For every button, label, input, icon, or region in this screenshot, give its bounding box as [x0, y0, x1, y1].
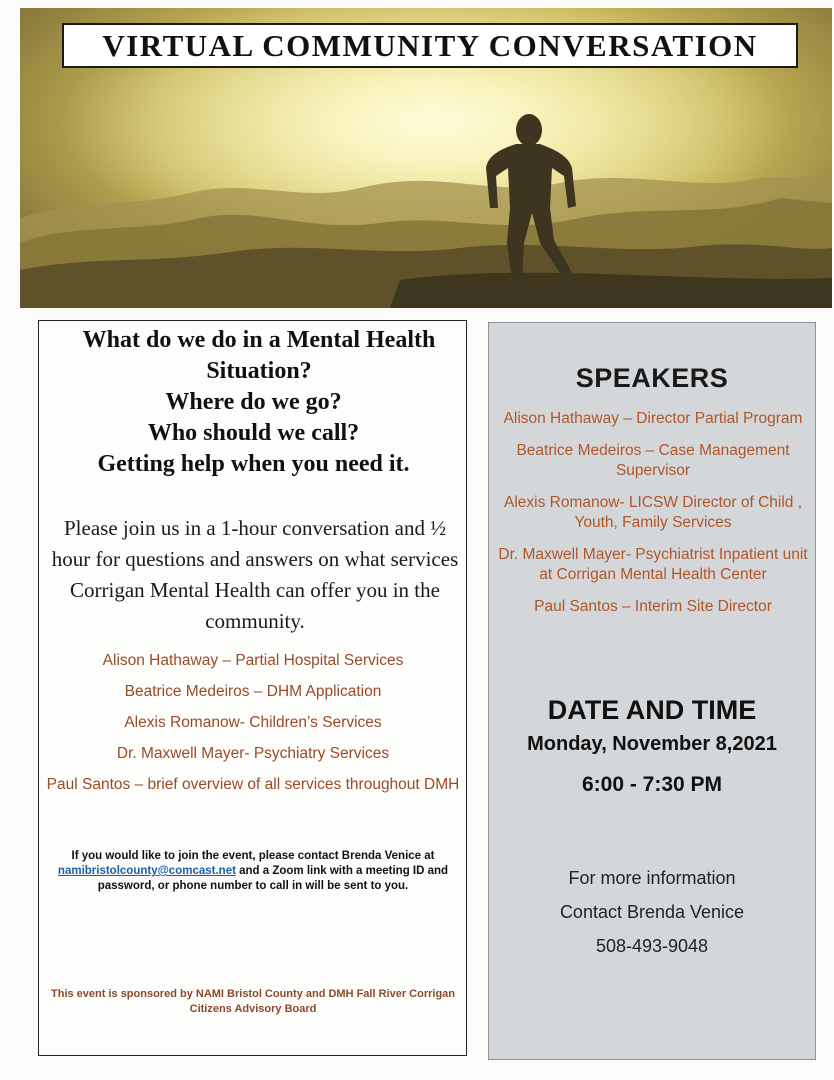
speakers-list [497, 409, 809, 629]
speaker-item: Beatrice Medeiros – Case Management Supervisor [516, 442, 790, 479]
speakers-heading: SPEAKERS [575, 363, 729, 393]
speaker-item: Dr. Maxwell Mayer- Psychiatrist Inpatient unit at Corrigan Mental Health Center [498, 546, 808, 583]
contact-instructions [43, 849, 463, 894]
topic-name: Paul Santos [46, 776, 131, 793]
topic-item [43, 744, 463, 764]
topic-item [43, 651, 463, 671]
topic-name: Alison Hathaway [102, 652, 219, 669]
topic-separator: – [130, 776, 148, 793]
topic-name: Alexis Romanow [124, 714, 240, 731]
question-4: Getting help when you need it. [97, 451, 410, 477]
topic-description: DHM Application [266, 683, 382, 700]
more-info [489, 861, 815, 963]
date-time-heading: DATE AND TIME [547, 695, 757, 725]
speaker-item: Alison Hathaway – Director Partial Program [503, 410, 803, 427]
topics-list [43, 651, 463, 806]
topic-separator: – [218, 652, 236, 669]
topic-item [43, 682, 463, 702]
contact-text-before: If you would like to join the event, please contact Brenda Venice at [71, 850, 435, 862]
topic-description: brief overview of all services throughout DMH [147, 776, 460, 793]
question-2: Where do we go? [165, 389, 342, 415]
more-info-line: For more information [568, 868, 736, 888]
topic-description: Psychiatry Services [253, 745, 390, 762]
topic-description: Children’s Services [249, 714, 382, 731]
event-date: Monday, November 8,2021 [527, 733, 777, 755]
topic-separator: – [249, 683, 267, 700]
topic-item [43, 713, 463, 733]
question-3: Who should we call? [147, 420, 360, 446]
topic-item [43, 775, 463, 795]
page-title: VIRTUAL COMMUNITY CONVERSATION [62, 23, 798, 68]
event-description-panel [38, 320, 467, 1056]
question-1: What do we do in a Mental Health Situation? [82, 327, 436, 384]
contact-text-after: and a Zoom link with a meeting ID and password, or phone number to call in will be sent to you. [97, 865, 449, 892]
topic-name: Beatrice Medeiros [124, 683, 250, 700]
invitation-text: Please join us in a 1-hour conversation and ½ hour for questions and answers on what services Corrigan Mental Health can offer you in the community. [51, 516, 459, 633]
hero-banner [20, 8, 832, 308]
sponsor-note: This event is sponsored by NAMI Bristol County and DMH Fall River Corrigan Citizens Advisory Board [51, 988, 455, 1015]
topic-description: Partial Hospital Services [235, 652, 404, 669]
email-link[interactable]: namibristolcounty@comcast.net [57, 865, 236, 877]
contact-phone: 508-493-9048 [595, 936, 709, 956]
event-time: 6:00 - 7:30 PM [581, 773, 723, 796]
topic-separator: - [239, 714, 250, 731]
speaker-item: Alexis Romanow- LICSW Director of Child , Youth, Family Services [503, 494, 803, 531]
topic-name: Dr. Maxwell Mayer [116, 745, 245, 762]
topic-separator: - [244, 745, 254, 762]
contact-name: Contact Brenda Venice [559, 902, 745, 922]
questions-list [39, 387, 468, 480]
speakers-panel [488, 322, 816, 1060]
speaker-item: Paul Santos – Interim Site Director [534, 598, 772, 615]
